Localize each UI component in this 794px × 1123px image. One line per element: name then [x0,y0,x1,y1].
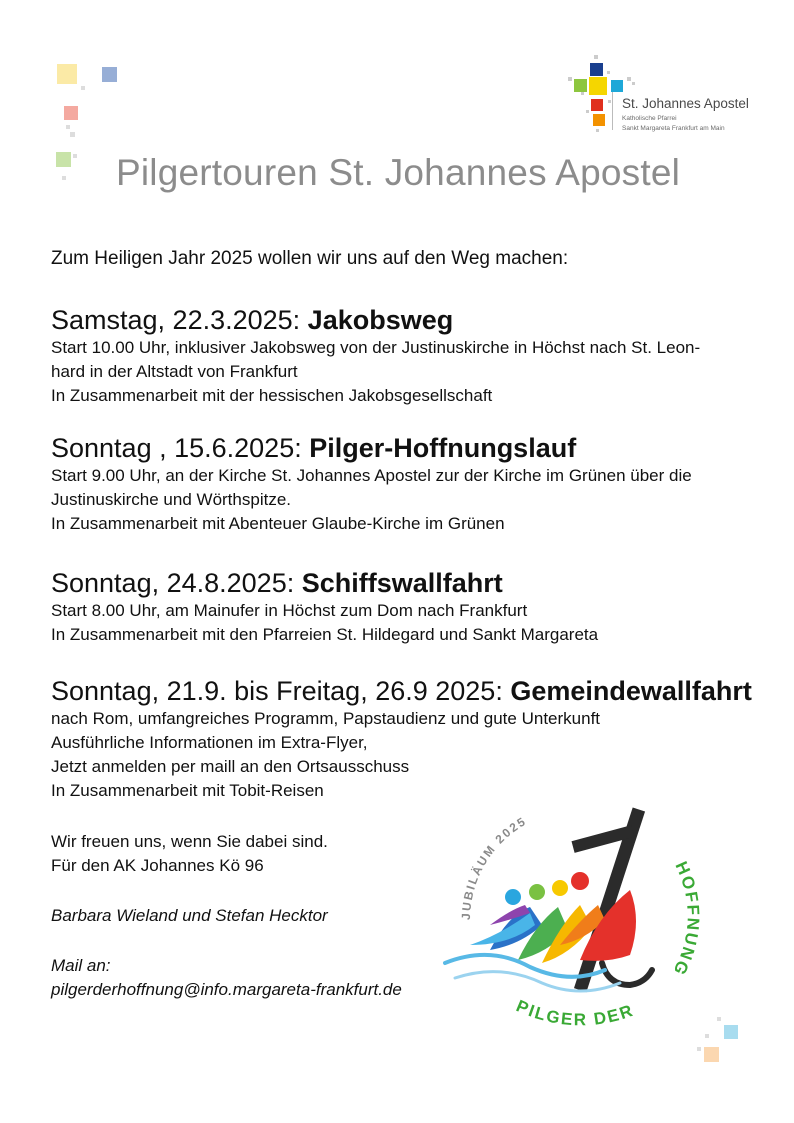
logo-cross-square-green [574,79,587,92]
anchor [602,963,652,985]
decor-square [81,86,85,90]
event-heading [51,567,741,599]
logo-cross-square-cyan [611,80,623,92]
decor-square [64,106,78,120]
event-date: Sonntag , 15.6.2025: [51,433,310,463]
decor-square [704,1047,719,1062]
logo-cross-square-orange [593,114,605,126]
event-schiffswallfahrt [51,567,741,647]
mail-label: Mail an: [51,956,111,975]
pilgrim-head-blue [505,889,521,905]
jubilee-side-text [669,859,703,980]
logo-dot [596,129,599,132]
logo-cross-square-yellow [589,77,607,95]
jubilee-2025-logo [430,795,730,1055]
decor-square [724,1025,738,1039]
pilgrim-head-green [529,884,545,900]
closing-block [51,830,328,878]
decor-square [66,125,70,129]
logo-parish-line1: Katholische Pfarrei [622,115,677,122]
event-line: Jetzt anmelden per maill an den Ortsausschuss [51,757,410,776]
event-line: In Zusammenarbeit mit Abenteuer Glaube-Kirche im Grünen [51,514,505,533]
decor-square [705,1034,709,1038]
decor-square [70,132,75,137]
decor-square [62,176,66,180]
event-date: Sonntag, 21.9. bis Freitag, 26.9 2025: [51,676,511,706]
closing-line: Für den AK Johannes Kö 96 [51,856,264,875]
decor-square [717,1017,721,1021]
logo-divider [612,92,613,130]
logo-dot [586,110,589,113]
jubilee-side-textpath: HOFFNUNG [668,858,703,980]
jubilee-bottom-text [513,996,636,1029]
logo-dot [568,77,572,81]
event-line: nach Rom, umfangreiches Programm, Papstaudienz und gute Unterkunft [51,709,601,728]
logo-dot [607,71,610,74]
event-name: Gemeindewallfahrt [510,676,752,706]
decor-square [56,152,71,167]
event-line: Start 9.00 Uhr, an der Kirche St. Johannes Apostel zur der Kirche im Grünen über die [51,466,692,485]
event-name: Schiffswallfahrt [301,568,503,598]
decor-square [57,64,77,84]
pilgrim-head-yellow [552,880,568,896]
intro-text: Zum Heiligen Jahr 2025 wollen wir uns auf den Weg machen: [51,248,569,269]
logo-dot [581,92,584,95]
mail-block [51,954,402,1002]
event-date: Samstag, 22.3.2025: [51,305,308,335]
event-heading [51,432,741,464]
event-line: Ausführliche Informationen im Extra-Flyer, [51,733,368,752]
logo-parish-line2: Sankt Margareta Frankfurt am Main [622,125,725,132]
logo-dot [594,55,598,59]
event-line: In Zusammenarbeit mit den Pfarreien St. Hildegard und Sankt Margareta [51,625,599,644]
event-line: Start 10.00 Uhr, inklusiver Jakobsweg von der Justinuskirche in Höchst nach St. Leon- [51,338,701,357]
event-line: hard in der Altstadt von Frankfurt [51,362,298,381]
logo-dot [608,100,611,103]
event-date: Sonntag, 24.8.2025: [51,568,302,598]
pilgrim-head-red [571,872,589,890]
event-heading [51,304,741,336]
page-title: Pilgertouren St. Johannes Apostel [116,152,681,193]
decor-square [697,1047,701,1051]
logo-parish-name: St. Johannes Apostel [622,96,749,111]
jubilee-top-textpath: JUBILÄUM 2025 [458,813,530,921]
event-name: Jakobsweg [307,305,454,335]
event-line: Start 8.00 Uhr, am Mainufer in Höchst zum Dom nach Frankfurt [51,601,528,620]
event-pilger-hoffnungslauf [51,432,741,536]
event-jakobsweg [51,304,741,408]
decor-square [102,67,117,82]
logo-dot [627,77,631,81]
logo-cross-square-blue [590,63,603,76]
event-heading [51,675,752,707]
event-line: In Zusammenarbeit mit der hessischen Jakobsgesellschaft [51,386,493,405]
event-line: Justinuskirche und Wörthspitze. [51,490,291,509]
signature: Barbara Wieland und Stefan Hecktor [51,906,328,925]
logo-cross-square-red [591,99,603,111]
jubilee-bottom-textpath: PILGER DER [513,996,637,1030]
closing-line: Wir freuen uns, wenn Sie dabei sind. [51,832,328,851]
event-name: Pilger-Hoffnungslauf [309,433,577,463]
decor-square [73,154,77,158]
event-gemeindewallfahrt [51,675,752,803]
logo-dot [632,82,635,85]
event-line: In Zusammenarbeit mit Tobit-Reisen [51,781,324,800]
jubilee-top-text [459,814,529,921]
mail-address[interactable]: pilgerderhoffnung@info.margareta-frankfurt.de [51,980,402,999]
